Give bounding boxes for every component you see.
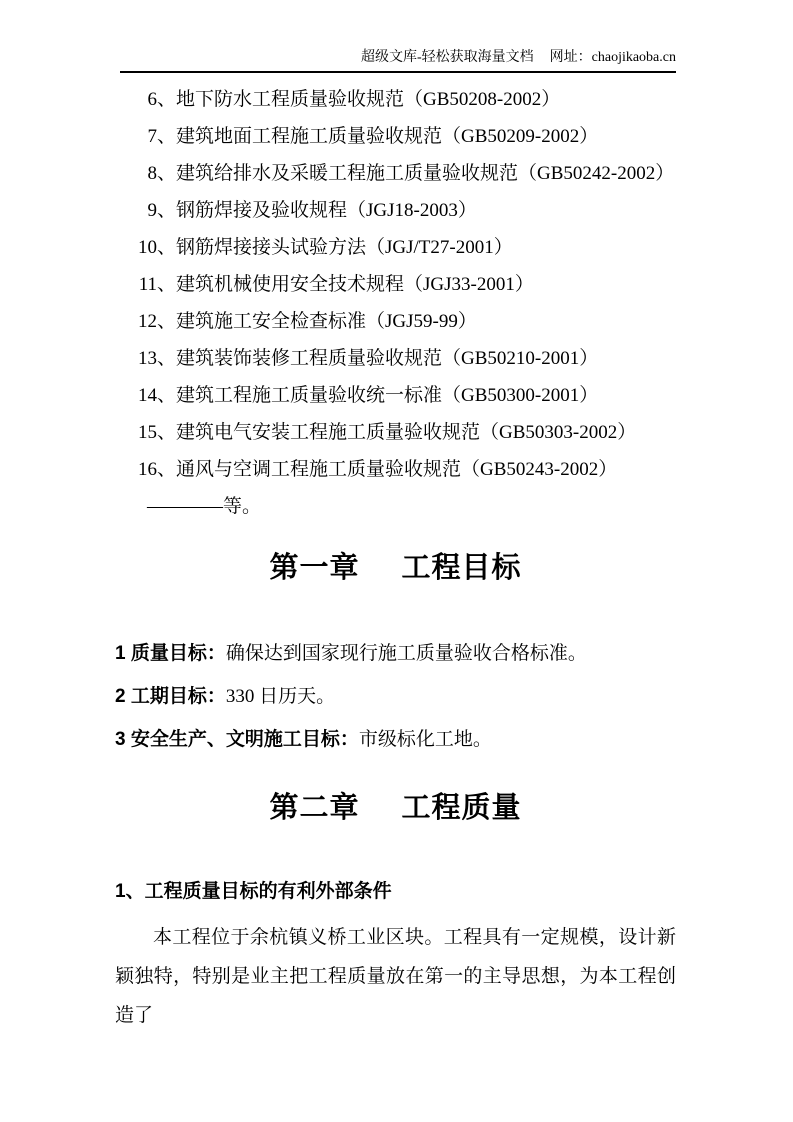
standard-list-item — [137, 340, 683, 377]
standard-number: 16 — [138, 459, 157, 480]
standard-title: 钢筋焊接接头试验方法（JGJ/T27-2001） — [176, 237, 513, 258]
chapter-2-title: 工程质量 — [401, 792, 522, 824]
chapter-2-heading — [115, 787, 676, 829]
standard-list-item — [137, 155, 683, 192]
standard-title: 通风与空调工程施工质量验收规范（GB50243-2002） — [176, 459, 618, 480]
chapter-1-title: 工程目标 — [401, 552, 522, 584]
standard-list-item — [137, 266, 683, 303]
header-site-name: 超级文库-轻松获取海量文档 — [360, 50, 534, 65]
standard-list-item — [137, 81, 683, 118]
standard-list-item — [137, 377, 683, 414]
standard-title: 建筑电气安装工程施工质量验收规范（GB50303-2002） — [176, 422, 637, 443]
standard-title: 建筑施工安全检查标准（JGJ59-99） — [176, 311, 477, 332]
standard-list-item — [137, 451, 683, 488]
standard-number: 12 — [138, 311, 157, 332]
standard-separator: 、 — [157, 311, 177, 332]
goal-text: 确保达到国家现行施工质量验收合格标准。 — [225, 643, 587, 664]
chapter-2-number: 第二章 — [269, 792, 360, 824]
chapter-1-heading — [115, 547, 676, 589]
standard-title: 建筑装饰装修工程质量验收规范（GB50210-2001） — [176, 348, 599, 369]
standard-number: 10 — [138, 237, 157, 258]
standards-list — [115, 81, 683, 525]
standard-number: 9 — [147, 200, 157, 221]
standard-number: 13 — [138, 348, 157, 369]
standard-number: 6 — [147, 89, 157, 110]
standard-separator: 、 — [157, 89, 177, 110]
goal-text: 330 日历天。 — [225, 686, 336, 707]
standard-list-item — [137, 229, 683, 266]
goal-item-schedule — [115, 675, 676, 718]
standard-separator: 、 — [157, 348, 177, 369]
standard-number: 11 — [138, 274, 157, 295]
standard-title: 建筑给排水及采暖工程施工质量验收规范（GB50242-2002） — [176, 163, 675, 184]
body-paragraph: 本工程位于余杭镇义桥工业区块。工程具有一定规模，设计新颖独特，特别是业主把工程质量放在第一的主导思想，为本工程创造了 — [115, 927, 676, 1026]
standard-separator: 、 — [157, 237, 177, 258]
standard-title: 地下防水工程质量验收规范（GB50208-2002） — [176, 89, 561, 110]
standard-list-item — [137, 118, 683, 155]
standard-separator: 、 — [157, 274, 177, 295]
goal-item-safety — [115, 718, 676, 761]
standard-separator: 、 — [157, 126, 177, 147]
goal-label: 1 质量目标： — [115, 643, 226, 664]
standard-title: 建筑工程施工质量验收统一标准（GB50300-2001） — [176, 385, 599, 406]
etc-line: ————等。 — [147, 496, 262, 517]
goals-list — [115, 632, 676, 761]
standard-number: 7 — [147, 126, 157, 147]
standard-number: 15 — [138, 422, 157, 443]
standard-number: 8 — [147, 163, 157, 184]
standard-number: 14 — [138, 385, 157, 406]
standard-list-item — [137, 192, 683, 229]
goal-text: 市级标化工地。 — [358, 729, 492, 750]
standard-title: 建筑地面工程施工质量验收规范（GB50209-2002） — [176, 126, 599, 147]
header-site-url: chaojikaoba.cn — [591, 50, 676, 65]
standard-separator: 、 — [157, 459, 177, 480]
standard-title: 建筑机械使用安全技术规程（JGJ33-2001） — [176, 274, 534, 295]
standard-separator: 、 — [157, 422, 177, 443]
standard-list-item — [137, 414, 683, 451]
goal-label: 3 安全生产、文明施工目标： — [115, 729, 359, 750]
goal-item-quality — [115, 632, 676, 675]
section-heading: 1、工程质量目标的有利外部条件 — [115, 881, 392, 902]
goal-label: 2 工期目标： — [115, 686, 226, 707]
header-url-label: 网址： — [549, 50, 592, 65]
standard-separator: 、 — [157, 385, 177, 406]
chapter-1-number: 第一章 — [269, 552, 360, 584]
standard-separator: 、 — [157, 200, 177, 221]
standard-title: 钢筋焊接及验收规程（JGJ18-2003） — [176, 200, 477, 221]
standard-list-item — [137, 303, 683, 340]
standard-separator: 、 — [157, 163, 177, 184]
page-header — [120, 0, 676, 73]
